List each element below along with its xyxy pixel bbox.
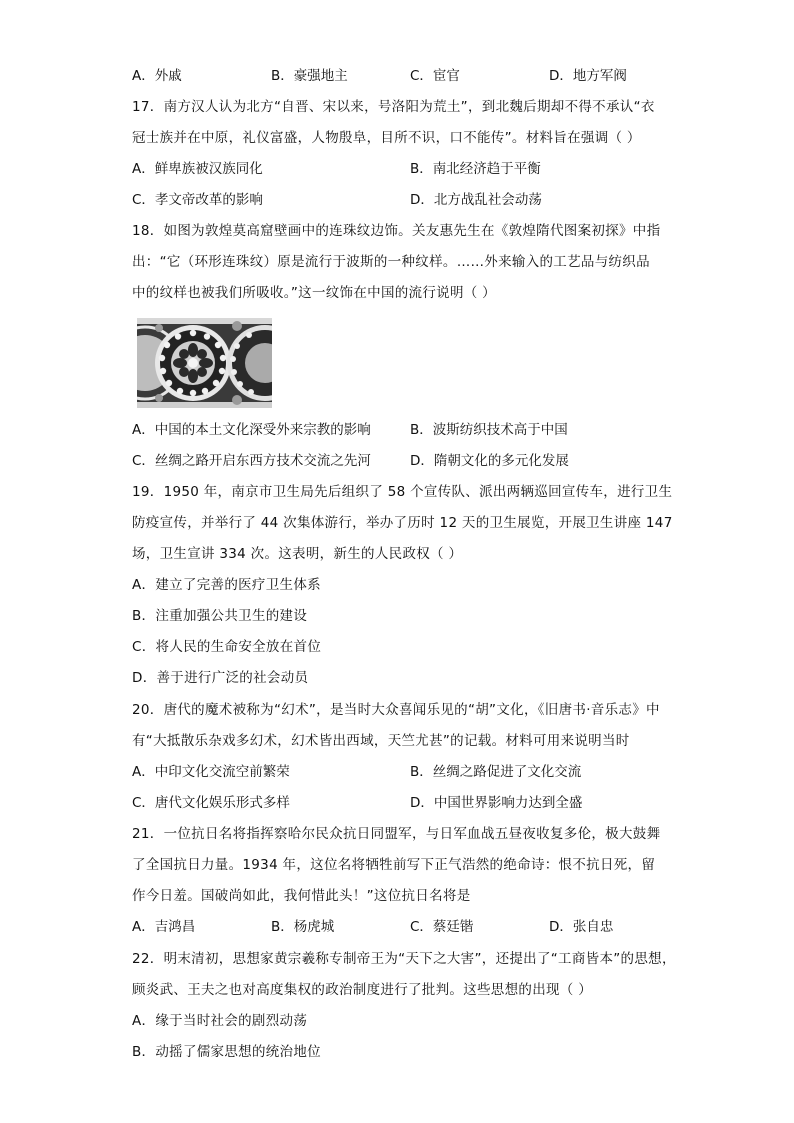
q22-stem-line: 22．明末清初，思想家黄宗羲称专制帝王为“天下之大害”，还提出了“工商皆本”的思想， [132, 951, 676, 967]
q16-option-a[interactable]: A．外戚 [132, 68, 182, 84]
q19-option-c[interactable]: C．将人民的生命安全放在首位 [132, 639, 322, 655]
q21-option-a[interactable]: A．吉鸿昌 [132, 919, 196, 935]
q18-option-b[interactable]: B．波斯纺织技术高于中国 [410, 422, 568, 438]
q18-stem-line: 出：“它（环形连珠纹）原是流行于波斯的一种纹样。……外来输入的工艺品与纺织品 [132, 254, 650, 270]
q18-option-d[interactable]: D．隋朝文化的多元化发展 [410, 453, 569, 469]
q22-stem-line: 顾炎武、王夫之也对高度集权的政治制度进行了批判。这些思想的出现（ ） [132, 982, 592, 998]
q19-stem-line: 场，卫生宣讲 334 次。这表明，新生的人民政权（ ） [132, 546, 463, 562]
q21-option-c[interactable]: C．蔡廷锴 [410, 919, 474, 935]
q21-option-d[interactable]: D．张自忠 [549, 919, 614, 935]
q20-option-c[interactable]: C．唐代文化娱乐形式多样 [132, 795, 290, 811]
q18-option-c[interactable]: C．丝绸之路开启东西方技术交流之先河 [132, 453, 371, 469]
q16-option-c[interactable]: C．宦官 [410, 68, 460, 84]
q16-option-b[interactable]: B．豪强地主 [271, 68, 348, 84]
q19-stem-line: 19．1950 年，南京市卫生局先后组织了 58 个宣传队、派出两辆巡回宣传车，进行卫生 [132, 484, 673, 500]
q18-stem-line: 中的纹样也被我们所吸收。”这一纹饰在中国的流行说明（ ） [132, 285, 496, 301]
q17-stem-line: 17．南方汉人认为北方“自晋、宋以来，号洛阳为荒土”，到北魏后期却不得不承认“衣 [132, 99, 655, 115]
q21-stem-line: 了全国抗日力量。1934 年，这位名将牺牲前写下正气浩然的绝命诗：恨不抗日死，留 [132, 857, 656, 873]
q20-stem-line: 20．唐代的魔术被称为“幻术”，是当时大众喜闻乐见的“胡”文化，《旧唐书·音乐志》中 [132, 702, 660, 718]
q19-stem-line: 防疫宣传，并举行了 44 次集体游行，举办了历时 12 天的卫生展览，开展卫生讲座 147 [132, 515, 673, 531]
q17-option-c[interactable]: C．孝文帝改革的影响 [132, 192, 263, 208]
q17-option-b[interactable]: B．南北经济趋于平衡 [410, 161, 541, 177]
q21-stem-line: 21．一位抗日名将指挥察哈尔民众抗日同盟军，与日军血战五昼夜收复多伦，极大鼓舞 [132, 826, 661, 842]
q17-option-a[interactable]: A．鲜卑族被汉族同化 [132, 161, 263, 177]
q21-stem-line: 作今日羞。国破尚如此，我何惜此头！”这位抗日名将是 [132, 888, 471, 904]
dunhuang-pearl-roundel-border-image [137, 318, 272, 408]
q17-option-d[interactable]: D．北方战乱社会动荡 [410, 192, 542, 208]
q20-option-d[interactable]: D．中国世界影响力达到全盛 [410, 795, 583, 811]
q17-stem-line: 冠士族并在中原，礼仪富盛，人物殷阜，目所不识，口不能传”。材料旨在强调（ ） [132, 130, 641, 146]
q18-stem-line: 18．如图为敦煌莫高窟壁画中的连珠纹边饰。关友惠先生在《敦煌隋代图案初探》中指 [132, 223, 661, 239]
q22-option-a[interactable]: A．缘于当时社会的剧烈动荡 [132, 1013, 308, 1029]
q20-option-a[interactable]: A．中印文化交流空前繁荣 [132, 764, 290, 780]
q18-option-a[interactable]: A．中国的本土文化深受外来宗教的影响 [132, 422, 371, 438]
q20-option-b[interactable]: B．丝绸之路促进了文化交流 [410, 764, 582, 780]
q20-stem-line: 有“大抵散乐杂戏多幻术，幻术皆出西域，天竺尤甚”的记载。材料可用来说明当时 [132, 733, 630, 749]
q19-option-b[interactable]: B．注重加强公共卫生的建设 [132, 608, 308, 624]
q21-option-b[interactable]: B．杨虎城 [271, 919, 335, 935]
q16-option-d[interactable]: D．地方军阀 [549, 68, 627, 84]
q22-option-b[interactable]: B．动摇了儒家思想的统治地位 [132, 1044, 321, 1060]
q19-option-a[interactable]: A．建立了完善的医疗卫生体系 [132, 577, 321, 593]
q19-option-d[interactable]: D．善于进行广泛的社会动员 [132, 670, 309, 686]
